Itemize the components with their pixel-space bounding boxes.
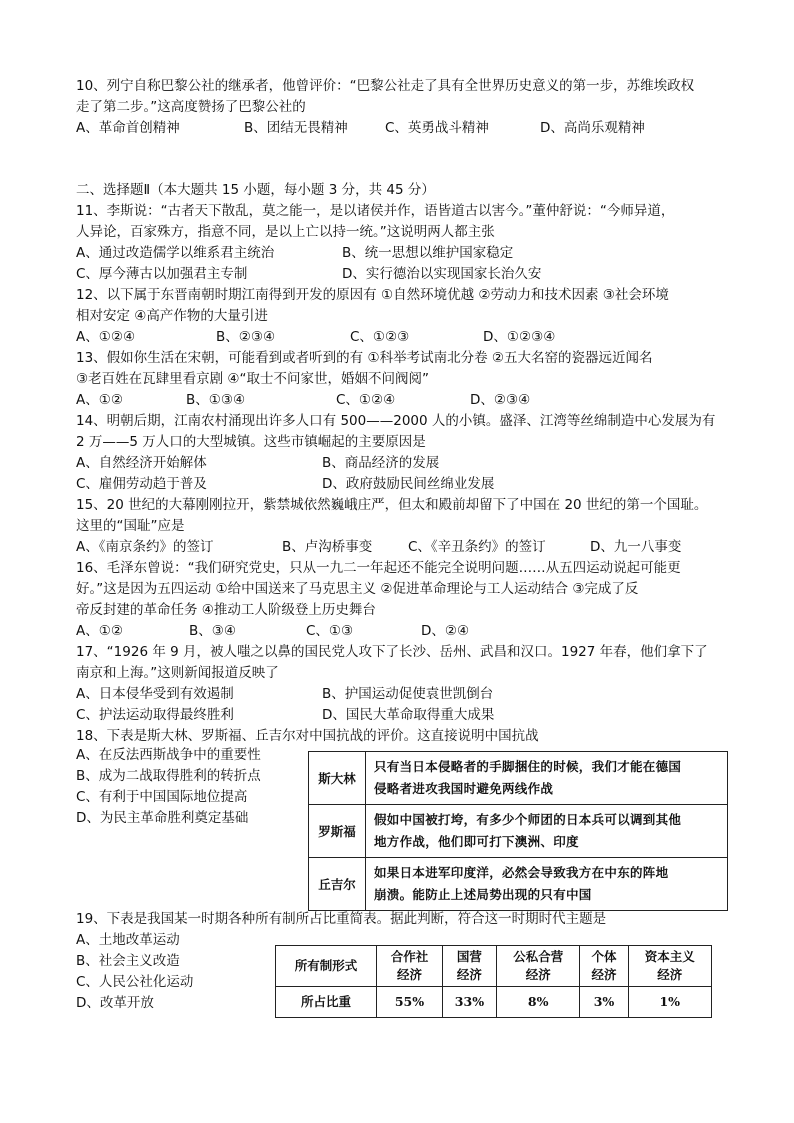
question-18-option-c[interactable]: C、有利于中国国际地位提高	[76, 789, 248, 805]
quote-line: 如果日本进军印度洋，必然会导致我方在中东的阵地	[374, 865, 669, 880]
question-10-line-2: 走了第二步。”这高度赞扬了巴黎公社的	[76, 99, 306, 115]
table-row	[309, 858, 728, 911]
question-10-option-c[interactable]: C、英勇战斗精神	[385, 120, 489, 136]
leaders-quote-table	[308, 751, 728, 911]
question-17-line-2: 南京和上海。”这则新闻报道反映了	[76, 665, 279, 681]
question-19-option-d[interactable]: D、改革开放	[76, 995, 154, 1011]
table-cell: 1%	[628, 987, 711, 1018]
question-11-option-d[interactable]: D、实行德治以实现国家长治久安	[342, 266, 542, 282]
question-15-line-1: 15、20 世纪的大幕刚刚拉开，紫禁城依然巍峨庄严，但太和殿前却留下了中国在 20 世纪的第一个国耻。	[76, 497, 708, 513]
question-16-line-1: 16、毛泽东曾说：“我们研究党史，只从一九二一年起还不能完全说明问题……从五四运动说起可能更	[76, 560, 681, 576]
question-12-option-c[interactable]: C、①②③	[350, 329, 410, 345]
table-cell: 8%	[497, 987, 580, 1018]
quote-line: 侵略者进攻我国时避免两线作战	[374, 781, 554, 796]
question-15-option-b[interactable]: B、卢沟桥事变	[282, 539, 373, 555]
question-12-line-1: 12、以下属于东晋南朝时期江南得到开发的原因有 ①自然环境优越 ②劳动力和技术因素 ③社会环境	[76, 287, 669, 303]
table-cell: 3%	[580, 987, 628, 1018]
question-18-option-d[interactable]: D、为民主革命胜利奠定基础	[76, 810, 249, 826]
question-17-line-1: 17、“1926 年 9 月，被人嗤之以鼻的国民党人攻下了长沙、岳州、武昌和汉口。1927 年春，他们拿下了	[76, 644, 708, 660]
table-row	[309, 805, 728, 858]
header-line: 资本主义	[644, 949, 695, 964]
quote-text	[366, 752, 728, 805]
question-16-option-a[interactable]: A、①②	[76, 623, 123, 639]
quote-line: 崩溃。能防止上述局势出现的只有中国	[374, 887, 592, 902]
quote-line: 地方作战，他们即可打下澳洲、印度	[374, 834, 579, 849]
question-12-line-2: 相对安定 ④高产作物的大量引进	[76, 308, 268, 324]
question-18-option-b[interactable]: B、成为二战取得胜利的转折点	[76, 768, 261, 784]
question-19-option-a[interactable]: A、土地改革运动	[76, 932, 180, 948]
header-line: 经济	[591, 967, 617, 982]
table-header-cell	[580, 946, 628, 987]
question-17-option-d[interactable]: D、国民大革命取得重大成果	[322, 707, 495, 723]
header-line: 经济	[657, 967, 683, 982]
question-13-line-2: ③老百姓在瓦肆里看京剧 ④“取士不问家世，婚姻不问阀阅”	[76, 371, 429, 387]
header-line: 公私合营	[513, 949, 564, 964]
quote-author: 罗斯福	[309, 805, 366, 858]
question-15-option-c[interactable]: C、《辛丑条约》的签订	[408, 539, 546, 555]
table-cell: 55%	[377, 987, 443, 1018]
question-19-option-b[interactable]: B、社会主义改造	[76, 953, 180, 969]
question-14-line-1: 14、明朝后期，江南农村涌现出许多人口有 500——2000 人的小镇。盛泽、江湾等丝绵制造中心发展为有	[76, 413, 716, 429]
question-16-option-b[interactable]: B、③④	[189, 623, 236, 639]
header-line: 经济	[525, 967, 551, 982]
question-12-option-b[interactable]: B、②③④	[216, 329, 276, 345]
table-row	[309, 752, 728, 805]
table-header-cell	[377, 946, 443, 987]
question-12-option-d[interactable]: D、①②③④	[483, 329, 556, 345]
question-16-option-d[interactable]: D、②④	[421, 623, 470, 639]
question-15-line-2: 这里的“国耻”应是	[76, 518, 185, 534]
question-14-option-b[interactable]: B、商品经济的发展	[322, 455, 440, 471]
header-line: 合作社	[390, 949, 429, 964]
table-cell: 33%	[442, 987, 496, 1018]
question-11-option-c[interactable]: C、厚今薄古以加强君主专制	[76, 266, 248, 282]
question-16-option-c[interactable]: C、①③	[306, 623, 354, 639]
table-header-cell	[442, 946, 496, 987]
quote-text	[366, 805, 728, 858]
question-10-option-d[interactable]: D、高尚乐观精神	[540, 120, 645, 136]
ownership-ratio-table	[275, 945, 712, 1018]
table-header-cell	[497, 946, 580, 987]
header-line: 经济	[396, 967, 422, 982]
question-14-option-c[interactable]: C、雇佣劳动趋于普及	[76, 476, 207, 492]
question-18-line-1: 18、下表是斯大林、罗斯福、丘吉尔对中国抗战的评价。这直接说明中国抗战	[76, 728, 539, 744]
table-header-row	[276, 946, 712, 987]
question-10-option-b[interactable]: B、团结无畏精神	[244, 120, 348, 136]
question-14-option-d[interactable]: D、政府鼓励民间丝绵业发展	[322, 476, 495, 492]
question-10-option-a[interactable]: A、革命首创精神	[76, 120, 180, 136]
question-16-line-2: 好。”这是因为五四运动 ①给中国送来了马克思主义 ②促进革命理论与工人运动结合 ③完成了反	[76, 581, 639, 597]
question-10-line-1: 10、列宁自称巴黎公社的继承者，他曾评价：“巴黎公社走了具有全世界历史意义的第一步，苏维埃政权	[76, 78, 695, 94]
question-15-option-a[interactable]: A、《南京条约》的签订	[76, 539, 214, 555]
question-19-option-c[interactable]: C、人民公社化运动	[76, 974, 194, 990]
question-12-option-a[interactable]: A、①②④	[76, 329, 136, 345]
section-2-header: 二、选择题Ⅱ（本大题共 15 小题，每小题 3 分，共 45 分）	[76, 182, 435, 198]
table-row-label: 所占比重	[276, 987, 377, 1018]
question-13-option-c[interactable]: C、①②④	[336, 392, 396, 408]
question-13-option-d[interactable]: D、②③④	[470, 392, 531, 408]
question-15-option-d[interactable]: D、九一八事变	[590, 539, 682, 555]
quote-author: 斯大林	[309, 752, 366, 805]
question-14-option-a[interactable]: A、自然经济开始解体	[76, 455, 207, 471]
quote-line: 假如中国被打垮，有多少个师团的日本兵可以调到其他	[374, 812, 682, 827]
question-11-option-a[interactable]: A、通过改造儒学以维系君主统治	[76, 245, 275, 261]
question-13-option-a[interactable]: A、①②	[76, 392, 123, 408]
header-line: 国营	[456, 949, 482, 964]
table-header-label: 所有制形式	[276, 946, 377, 987]
quote-author: 丘吉尔	[309, 858, 366, 911]
question-17-option-a[interactable]: A、日本侵华受到有效遏制	[76, 686, 234, 702]
question-13-option-b[interactable]: B、①③④	[186, 392, 246, 408]
quote-line: 只有当日本侵略者的手脚捆住的时候，我们才能在德国	[374, 759, 682, 774]
question-13-line-1: 13、假如你生活在宋朝，可能看到或者听到的有 ①科举考试南北分卷 ②五大名窑的瓷器远近闻名	[76, 350, 653, 366]
question-17-option-c[interactable]: C、护法运动取得最终胜利	[76, 707, 234, 723]
table-row	[276, 987, 712, 1018]
question-11-line-1: 11、李斯说：“古者天下散乱，莫之能一，是以诸侯并作，语皆道古以害今。”董仲舒说：“今师异道，	[76, 203, 675, 219]
header-line: 经济	[456, 967, 482, 982]
question-16-line-3: 帝反封建的革命任务 ④推动工人阶级登上历史舞台	[76, 602, 376, 618]
question-11-line-2: 人异论，百家殊方，指意不同，是以上亡以持一统。”这说明两人都主张	[76, 224, 495, 240]
table-header-cell	[628, 946, 711, 987]
quote-text	[366, 858, 728, 911]
question-18-option-a[interactable]: A、在反法西斯战争中的重要性	[76, 747, 261, 763]
question-17-option-b[interactable]: B、护国运动促使袁世凯倒台	[322, 686, 494, 702]
question-11-option-b[interactable]: B、统一思想以维护国家稳定	[342, 245, 514, 261]
question-14-line-2: 2 万——5 万人口的大型城镇。这些市镇崛起的主要原因是	[76, 434, 426, 450]
question-19-line-1: 19、下表是我国某一时期各种所有制所占比重简表。据此判断，符合这一时期时代主题是	[76, 911, 607, 927]
header-line: 个体	[591, 949, 617, 964]
